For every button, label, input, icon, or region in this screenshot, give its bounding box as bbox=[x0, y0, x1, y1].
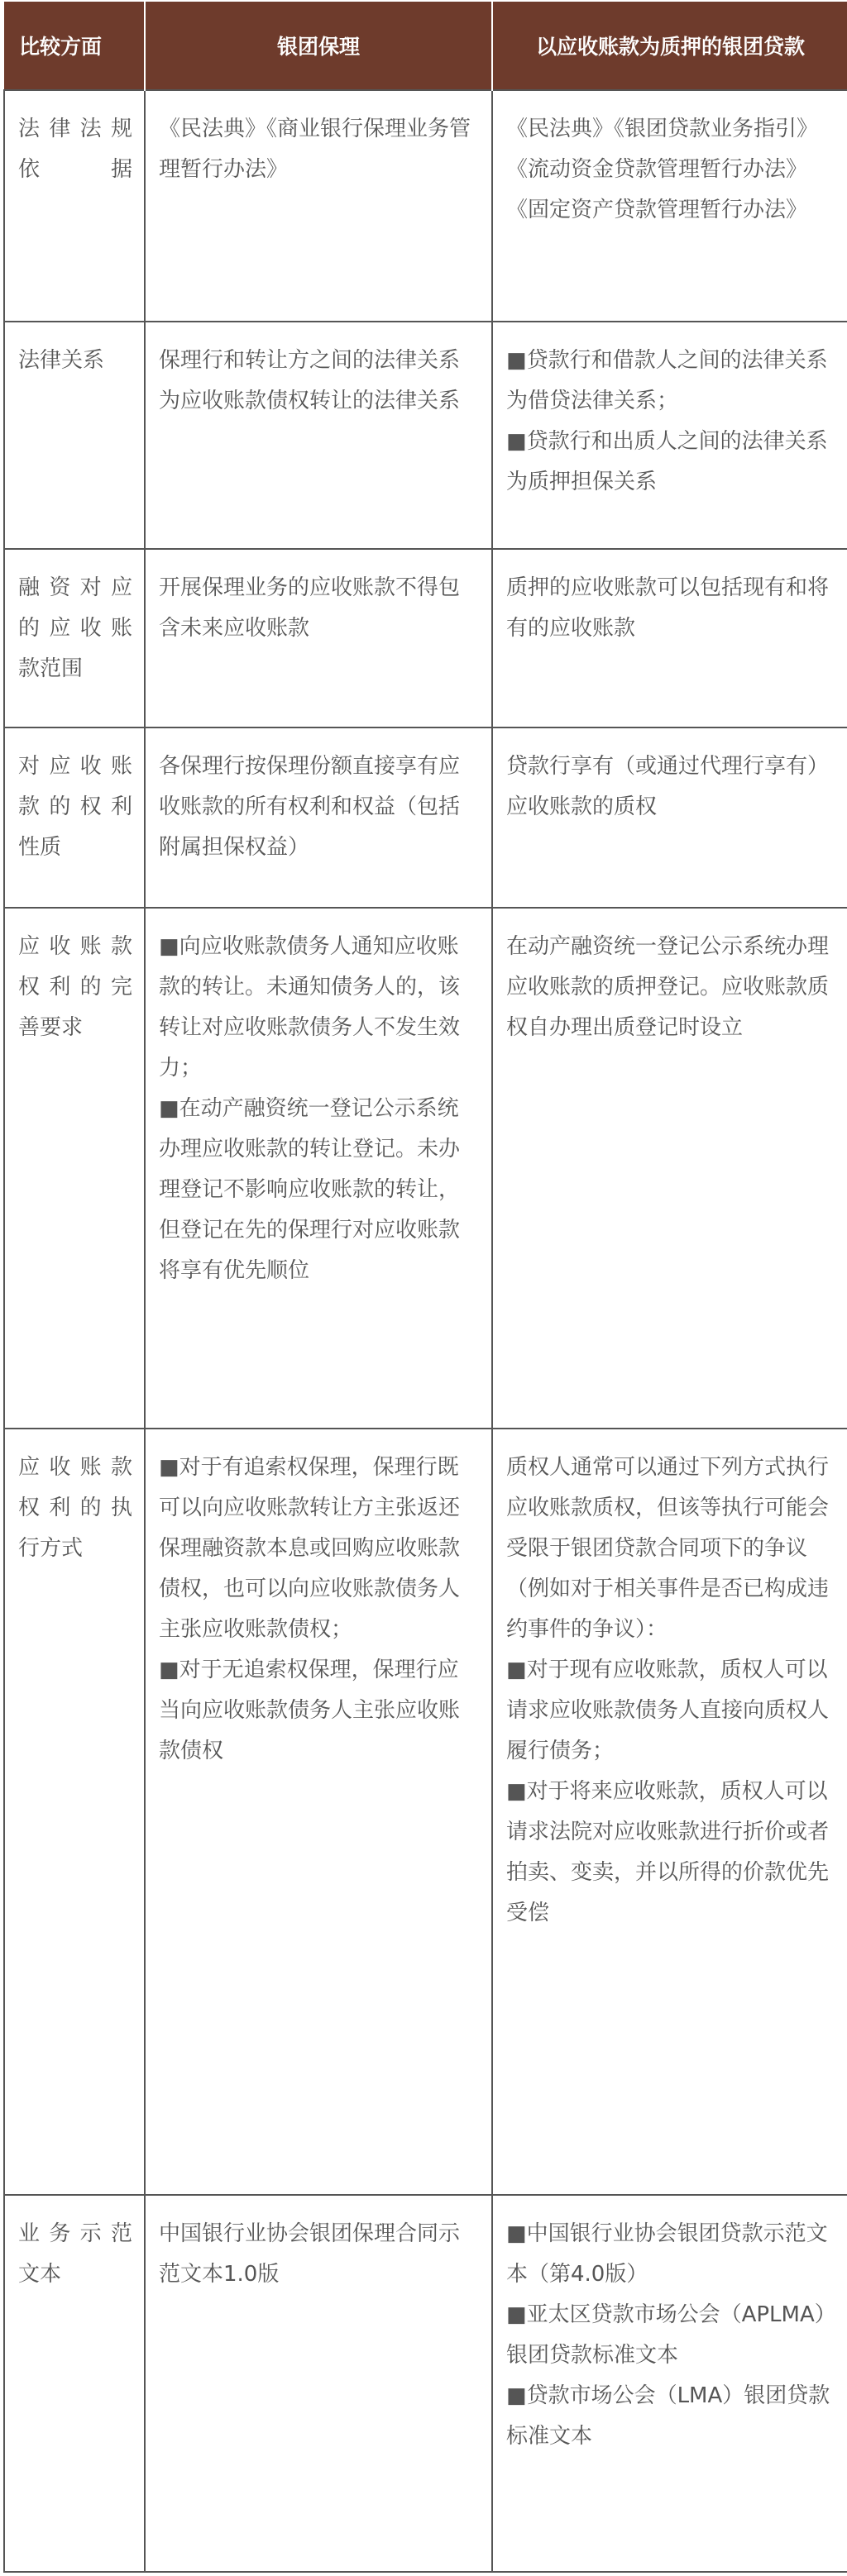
factoring-text: ■在动产融资统一登记公示系统办理应收账款的转让登记。未办理登记不影响应收账款的转让，但登记在先的保理行对应收账款将享有优先顺位 bbox=[159, 1096, 461, 1283]
factoring-text: ■向应收账款债务人通知应收账款的转让。未通知债务人的，该转让对应收账款债务人不发生效力； bbox=[159, 934, 461, 1080]
factoring-text: 《民法典》《商业银行保理业务管理暂行办法》 bbox=[159, 117, 471, 182]
table-row bbox=[4, 2195, 847, 2572]
comparison-table bbox=[3, 2, 847, 2573]
loan-text: ■贷款行和出质人之间的法律关系为质押担保关系 bbox=[506, 429, 828, 494]
loan-text: ■对于现有应收账款，质权人可以请求应收账款债务人直接向质权人履行债务； bbox=[506, 1658, 830, 1763]
row-aspect-cell bbox=[4, 727, 145, 908]
aspect-line: 权利的执 bbox=[18, 1496, 132, 1520]
aspect-line: 的应收账 bbox=[18, 616, 132, 641]
loan-cell bbox=[492, 549, 847, 727]
factoring-text: 保理行和转让方之间的法律关系为应收账款债权转让的法律关系 bbox=[159, 348, 461, 413]
factoring-text: ■对于无追索权保理，保理行应当向应收账款债务人主张应收账款债权 bbox=[159, 1658, 461, 1763]
aspect-line: 善要求 bbox=[18, 1015, 84, 1040]
table-row bbox=[4, 727, 847, 908]
aspect-line: 文本 bbox=[18, 2262, 62, 2287]
aspect-line: 业务示范 bbox=[18, 2221, 132, 2246]
header-loan: 以应收账款为质押的银团贷款 bbox=[492, 2, 847, 90]
factoring-cell bbox=[145, 1429, 492, 2195]
loan-cell bbox=[492, 2195, 847, 2572]
table-header-row bbox=[4, 2, 847, 90]
factoring-text: ■对于有追索权保理，保理行既可以向应收账款转让方主张返还保理融资款本息或回购应收账款债权，也可以向应收账款债务人主张应收账款债权； bbox=[159, 1455, 461, 1642]
loan-text: ■对于将来应收账款，质权人可以请求法院对应收账款进行折价或者拍卖、变卖，并以所得的价款优先受偿 bbox=[506, 1779, 830, 1925]
table-row bbox=[4, 90, 847, 322]
aspect-line: 依据 bbox=[18, 157, 132, 182]
row-aspect-cell bbox=[4, 322, 145, 549]
factoring-cell bbox=[145, 549, 492, 727]
loan-cell bbox=[492, 908, 847, 1429]
loan-text: ■贷款市场公会（LMA）银团贷款标准文本 bbox=[506, 2383, 830, 2449]
factoring-cell bbox=[145, 727, 492, 908]
loan-cell bbox=[492, 90, 847, 322]
aspect-line: 应收账款 bbox=[18, 1455, 132, 1480]
loan-text: 贷款行享有（或通过代理行享有）应收账款的质权 bbox=[506, 754, 830, 819]
row-aspect-cell bbox=[4, 549, 145, 727]
loan-text: 质押的应收账款可以包括现有和将有的应收账款 bbox=[506, 575, 830, 641]
factoring-text: 开展保理业务的应收账款不得包含未来应收账款 bbox=[159, 575, 461, 641]
loan-cell bbox=[492, 1429, 847, 2195]
aspect-line: 法律法规 bbox=[18, 117, 132, 141]
loan-text: ■贷款行和借款人之间的法律关系为借贷法律关系； bbox=[506, 348, 828, 413]
table-row bbox=[4, 549, 847, 727]
aspect-line: 对应收账 bbox=[18, 754, 132, 779]
table-row bbox=[4, 908, 847, 1429]
factoring-text: 各保理行按保理份额直接享有应收账款的所有权利和权益（包括附属担保权益） bbox=[159, 754, 461, 860]
row-aspect-cell bbox=[4, 1429, 145, 2195]
aspect-line: 权利的完 bbox=[18, 975, 132, 999]
loan-cell bbox=[492, 322, 847, 549]
loan-text: 在动产融资统一登记公示系统办理应收账款的质押登记。应收账款质权自办理出质登记时设立 bbox=[506, 934, 830, 1040]
aspect-line: 性质 bbox=[18, 835, 62, 860]
factoring-cell bbox=[145, 322, 492, 549]
aspect-line: 法律关系 bbox=[18, 348, 105, 373]
factoring-text: 中国银行业协会银团保理合同示范文本1.0版 bbox=[159, 2221, 461, 2287]
aspect-line: 款范围 bbox=[18, 656, 84, 681]
table-row bbox=[4, 1429, 847, 2195]
aspect-line: 行方式 bbox=[18, 1536, 84, 1561]
factoring-cell bbox=[145, 2195, 492, 2572]
header-aspect: 比较方面 bbox=[4, 2, 145, 90]
loan-text: 质权人通常可以通过下列方式执行应收账款质权，但该等执行可能会受限于银团贷款合同项下的争议（例如对于相关事件是否已构成违约事件的争议）： bbox=[506, 1455, 830, 1642]
row-aspect-cell bbox=[4, 2195, 145, 2572]
loan-text: ■亚太区贷款市场公会（APLMA）银团贷款标准文本 bbox=[506, 2302, 825, 2368]
row-aspect-cell bbox=[4, 908, 145, 1429]
loan-text: 《民法典》《银团贷款业务指引》《流动资金贷款管理暂行办法》《固定资产贷款管理暂行办法》 bbox=[506, 117, 819, 222]
aspect-line: 应收账款 bbox=[18, 934, 132, 959]
loan-cell bbox=[492, 727, 847, 908]
factoring-cell bbox=[145, 908, 492, 1429]
aspect-line: 款的权利 bbox=[18, 794, 132, 819]
header-factoring: 银团保理 bbox=[145, 2, 492, 90]
factoring-cell bbox=[145, 90, 492, 322]
row-aspect-cell bbox=[4, 90, 145, 322]
loan-text: ■中国银行业协会银团贷款示范文本（第4.0版） bbox=[506, 2221, 828, 2287]
table-row bbox=[4, 322, 847, 549]
aspect-line: 融资对应 bbox=[18, 575, 132, 600]
